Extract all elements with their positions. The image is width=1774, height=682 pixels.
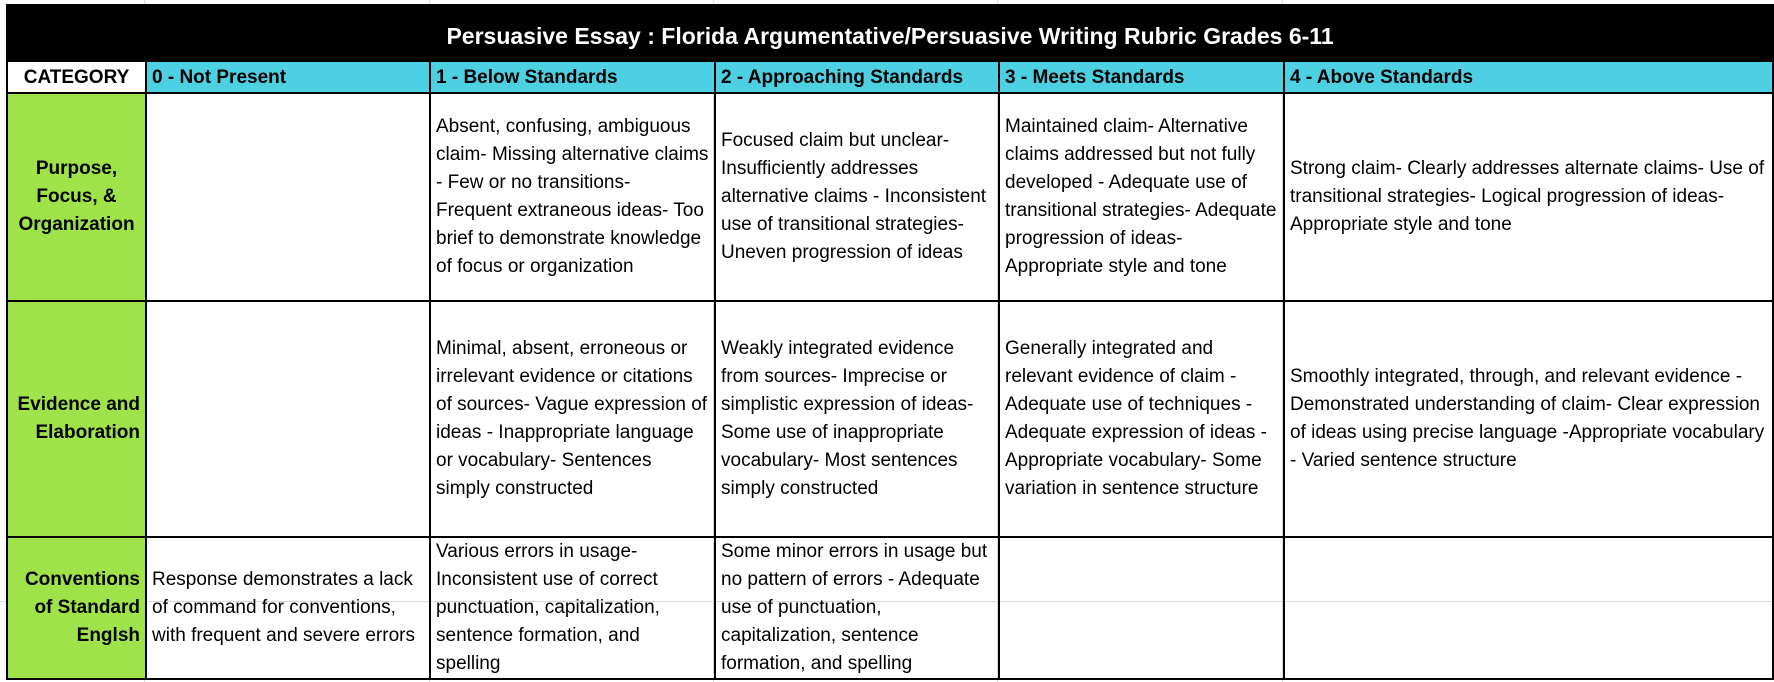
cell-conventions-level-0[interactable]: Response demonstrates a lack of command for conventions, with frequent and severe errors: [146, 537, 430, 679]
level-1-header[interactable]: 1 - Below Standards: [430, 61, 715, 93]
cell-evidence-level-3[interactable]: Generally integrated and relevant evidence of claim -Adequate use of techniques - Adequate expression of ideas -Appropriate vocabulary- Some variation in sentence structure: [999, 301, 1284, 537]
category-header[interactable]: CATEGORY: [7, 61, 146, 93]
cell-purpose-level-1[interactable]: Absent, confusing, ambiguous claim- Missing alternative claims - Few or no transitions- Frequent extraneous ideas- Too brief to demonstrate knowledge of focus or organization: [430, 93, 715, 301]
level-4-header[interactable]: 4 - Above Standards: [1284, 61, 1773, 93]
level-2-header[interactable]: 2 - Approaching Standards: [715, 61, 999, 93]
table-row-evidence: [7, 301, 1773, 537]
category-evidence-elaboration[interactable]: Evidence and Elaboration: [7, 301, 146, 537]
cell-evidence-level-2[interactable]: Weakly integrated evidence from sources- Imprecise or simplistic expression of ideas- Some use of inappropriate vocabulary- Most sentences simply constructed: [715, 301, 999, 537]
title-row: [7, 5, 1773, 61]
cell-conventions-level-3[interactable]: [999, 537, 1284, 679]
cell-purpose-level-4[interactable]: Strong claim- Clearly addresses alternate claims- Use of transitional strategies- Logical progression of ideas- Appropriate style and tone: [1284, 93, 1773, 301]
table-row-conventions: [7, 537, 1773, 679]
category-conventions-standard-english[interactable]: Conventions of Standard Englsh: [7, 537, 146, 679]
cell-purpose-level-0[interactable]: [146, 93, 430, 301]
rubric-table: [6, 4, 1774, 680]
cell-purpose-level-2[interactable]: Focused claim but unclear- Insufficiently addresses alternative claims - Inconsistent use of transitional strategies- Uneven progression of ideas: [715, 93, 999, 301]
rubric-title[interactable]: Persuasive Essay : Florida Argumentative/Persuasive Writing Rubric Grades 6-11: [7, 5, 1773, 61]
header-row: [7, 61, 1773, 93]
cell-evidence-level-1[interactable]: Minimal, absent, erroneous or irrelevant evidence or citations of sources- Vague expression of ideas - Inappropriate language or vocabulary- Sentences simply constructed: [430, 301, 715, 537]
table-row-purpose: [7, 93, 1773, 301]
cell-purpose-level-3[interactable]: Maintained claim- Alternative claims addressed but not fully developed - Adequate use of transitional strategies- Adequate progression of ideas- Appropriate style and tone: [999, 93, 1284, 301]
level-0-header[interactable]: 0 - Not Present: [146, 61, 430, 93]
level-3-header[interactable]: 3 - Meets Standards: [999, 61, 1284, 93]
category-purpose-focus-organization[interactable]: Purpose, Focus, & Organization: [7, 93, 146, 301]
cell-evidence-level-4[interactable]: Smoothly integrated, through, and relevant evidence - Demonstrated understanding of claim- Clear expression of ideas using precise language -Appropriate vocabulary - Varied sentence structure: [1284, 301, 1773, 537]
cell-conventions-level-4[interactable]: [1284, 537, 1773, 679]
cell-conventions-level-2[interactable]: Some minor errors in usage but no pattern of errors - Adequate use of punctuation, capitalization, sentence formation, and spelling: [715, 537, 999, 679]
cell-evidence-level-0[interactable]: [146, 301, 430, 537]
cell-conventions-level-1[interactable]: Various errors in usage- Inconsistent use of correct punctuation, capitalization, sentence formation, and spelling: [430, 537, 715, 679]
